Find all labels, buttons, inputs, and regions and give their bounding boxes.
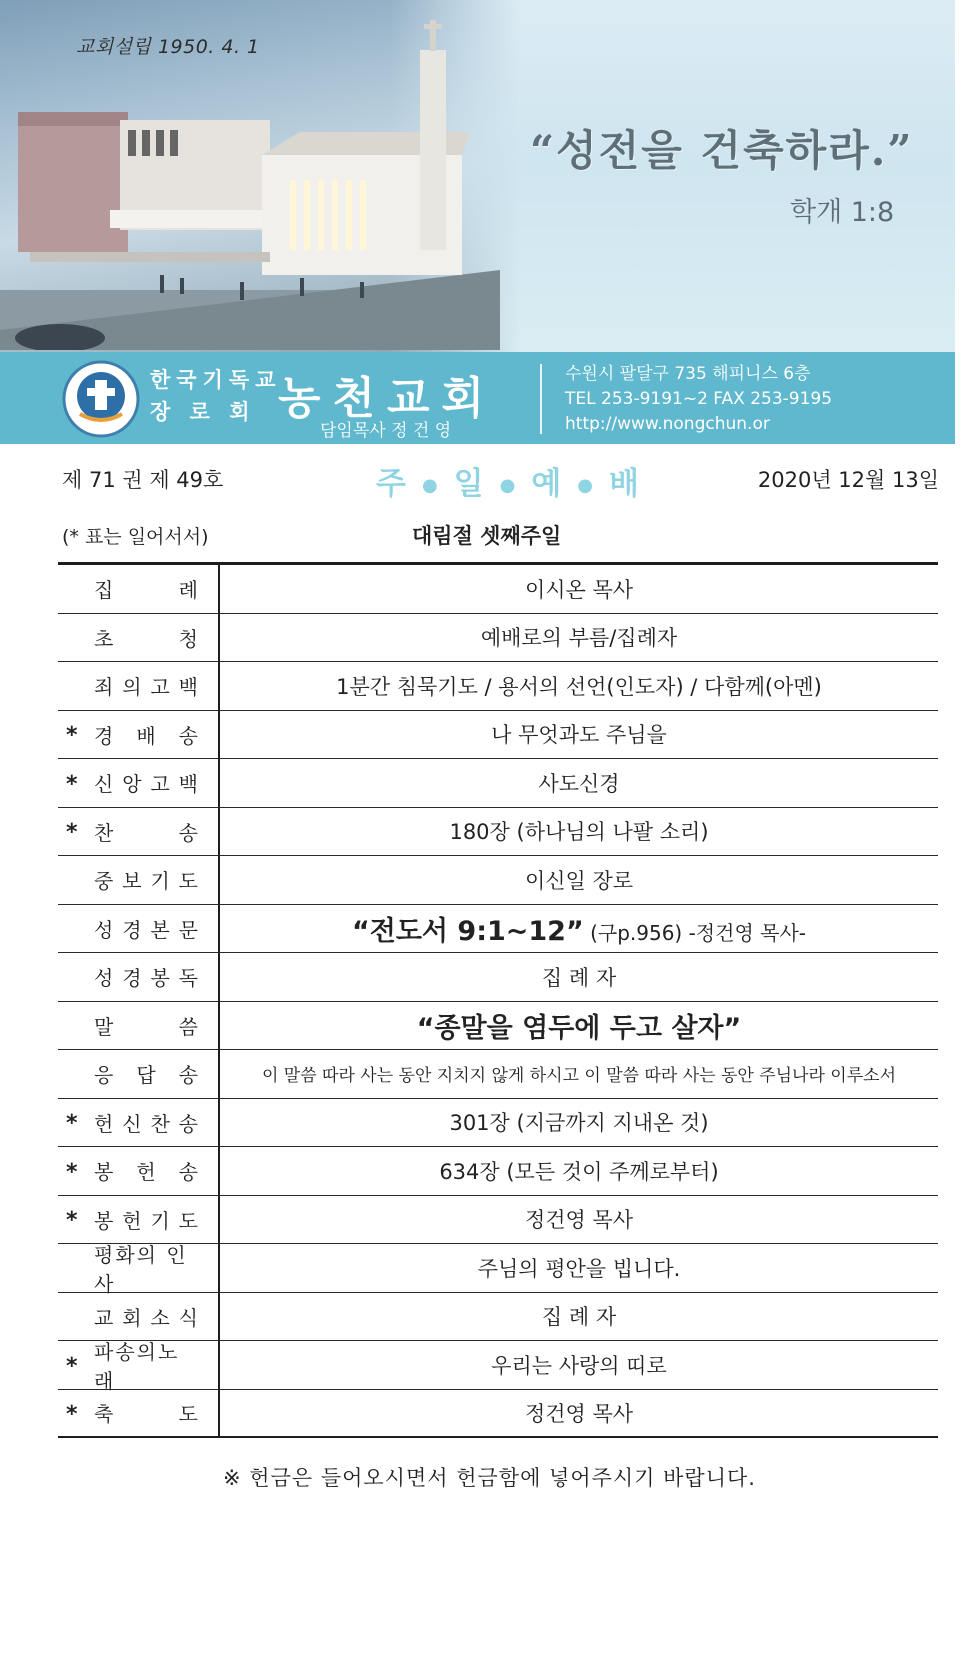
church-building-illustration <box>0 20 500 350</box>
senior-pastor: 담임목사 정 건 영 <box>320 421 452 441</box>
label-char: 백 <box>178 772 198 797</box>
label-char: 기 <box>150 869 170 894</box>
worship-row-label <box>58 711 220 759</box>
worship-row-label-text <box>94 1011 198 1040</box>
worship-row-content-text: 사도신경 <box>538 771 620 796</box>
label-char: 앙 <box>122 772 142 797</box>
worship-row-label-text <box>94 1302 198 1331</box>
label-char: 신 <box>122 1111 142 1136</box>
worship-row-label <box>58 565 220 613</box>
label-char: 씀 <box>178 1014 198 1039</box>
label-char: 회 <box>122 1305 142 1330</box>
label-char: 기 <box>150 1208 170 1233</box>
worship-row-content-text: 집 례 자 <box>541 965 617 990</box>
label-char: 신 <box>94 772 114 797</box>
label-char: 성 <box>94 917 114 942</box>
worship-row <box>58 1147 938 1196</box>
label-char: 송 <box>178 1063 198 1088</box>
label-char: 봉 <box>94 1208 114 1233</box>
contact-info <box>565 362 832 437</box>
standing-marker: * <box>66 723 78 748</box>
worship-row <box>58 1293 938 1342</box>
volume-issue: 제 71 권 제 49호 <box>62 468 224 492</box>
worship-row <box>58 953 938 1002</box>
worship-row-content-text: 나 무엇과도 주님을 <box>491 723 667 748</box>
standing-marker: * <box>66 771 78 797</box>
worship-row-label-text <box>94 768 198 797</box>
bulletin-date: 2020년 12월 13일 <box>757 468 939 492</box>
label-char: 봉 <box>150 966 170 991</box>
worship-row-label-text <box>94 1398 198 1427</box>
label-char: 경 <box>122 966 142 991</box>
denomination <box>150 364 281 428</box>
worship-row-label-text <box>94 1239 198 1297</box>
worship-row-label-text <box>94 1108 198 1137</box>
label-char: 송 <box>178 1160 198 1185</box>
worship-row <box>58 711 938 760</box>
worship-row-content <box>220 1061 938 1086</box>
label-char: 고 <box>150 675 170 700</box>
worship-row-label <box>58 856 220 904</box>
worship-row-content <box>220 1301 938 1331</box>
worship-row-label-text <box>94 1059 198 1088</box>
worship-row-label <box>58 1242 220 1296</box>
label-char: 례 <box>178 578 198 603</box>
info-divider <box>540 364 542 434</box>
label-char: 도 <box>178 1208 198 1233</box>
church-emblem-icon <box>62 360 140 438</box>
label-char: 경 <box>94 723 114 748</box>
worship-row <box>58 1050 938 1099</box>
label-char: 죄 <box>94 675 114 700</box>
service-title-char: 일 <box>453 466 486 502</box>
liturgical-sunday: 대림절 셋째주일 <box>412 524 562 548</box>
label-char: 축 <box>94 1402 114 1427</box>
label-char: 보 <box>122 869 142 894</box>
header-banner <box>0 0 955 352</box>
worship-row-content-text: 정건영 목사 <box>524 1208 634 1233</box>
label-char: 헌 <box>122 1208 142 1233</box>
label-char: 집 <box>94 578 114 603</box>
worship-row-content-text: 1분간 침묵기도 / 용서의 선언(인도자) / 다함께(아멘) <box>336 674 822 699</box>
label-char: 송 <box>178 1111 198 1136</box>
worship-row-content <box>220 719 938 749</box>
label-char: 말 <box>94 1014 114 1039</box>
church-name: 농천교회 <box>278 373 497 424</box>
worship-row-label <box>58 1390 220 1437</box>
service-title: 주 ● 일 ● 예 ● 배 <box>376 466 641 502</box>
worship-row <box>58 905 938 954</box>
label-char: 파송의노래 <box>94 1339 180 1393</box>
worship-row-label <box>58 1339 220 1393</box>
worship-row-content <box>220 1398 938 1428</box>
worship-row-label-text <box>94 914 198 943</box>
worship-row-label <box>58 1050 220 1098</box>
theme-quote: “성전을 건축하라.” <box>530 126 914 175</box>
label-char: 청 <box>178 626 198 651</box>
label-char: 의 <box>122 675 142 700</box>
worship-row <box>58 565 938 614</box>
worship-row <box>58 1242 938 1296</box>
worship-row-label <box>58 1099 220 1147</box>
worship-row <box>58 662 938 711</box>
worship-row-content-text: 180장 (하나님의 나팔 소리) <box>449 820 709 845</box>
worship-row-content <box>220 1204 938 1234</box>
worship-row-label-text <box>94 720 198 749</box>
theme-verse: 학개 1:8 <box>790 197 895 228</box>
service-title-char: 배 <box>609 466 641 502</box>
label-char: 찬 <box>150 1111 170 1136</box>
worship-row-label <box>58 614 220 662</box>
standing-marker: * <box>66 1208 78 1233</box>
worship-row-label-text <box>94 623 198 652</box>
worship-row-content-text: 예배로의 부름/집례자 <box>480 626 678 651</box>
label-char: 백 <box>178 675 198 700</box>
standing-marker: * <box>66 1353 78 1379</box>
worship-row-label-text <box>94 671 198 700</box>
worship-row-label <box>58 1293 220 1341</box>
standing-marker: * <box>66 820 78 845</box>
label-char: 중 <box>94 869 114 894</box>
service-title-char: 예 <box>531 466 564 502</box>
worship-row <box>58 614 938 663</box>
offering-note: ※ 헌금은 들어오시면서 헌금함에 넣어주시기 바랍니다. <box>223 1466 756 1490</box>
worship-row-content <box>220 962 938 992</box>
worship-row-label <box>58 1147 220 1195</box>
worship-row-content <box>220 909 938 948</box>
label-char: 소 <box>150 1305 170 1330</box>
standing-marker: * <box>66 1401 78 1427</box>
worship-row <box>58 1196 938 1245</box>
worship-row <box>58 1390 938 1439</box>
label-char: 평화의 인사 <box>94 1242 188 1296</box>
worship-row-content-text: “전도서 9:1~12” <box>352 915 584 947</box>
address: 수원시 팔달구 735 해피니스 6층 <box>565 364 811 384</box>
worship-row-content-text: 우리는 사랑의 띠로 <box>491 1353 667 1378</box>
worship-row-label-text <box>94 1156 198 1185</box>
label-char: 송 <box>178 723 198 748</box>
worship-row-content-text: 이시온 목사 <box>524 577 634 602</box>
worship-row-label <box>58 953 220 1001</box>
worship-row-label-text <box>94 1336 198 1394</box>
website-link[interactable]: http://www.nongchun.or <box>565 414 770 434</box>
worship-row-content-text: 정건영 목사 <box>524 1401 634 1426</box>
denomination-line-1: 한국기독교 <box>150 367 282 392</box>
label-char: 송 <box>178 820 198 845</box>
label-char: 문 <box>178 917 198 942</box>
worship-row-content <box>220 865 938 895</box>
label-char: 답 <box>136 1063 156 1088</box>
worship-row-label <box>58 662 220 710</box>
standing-note: (* 표는 일어서서) <box>62 526 209 548</box>
worship-row <box>58 1002 938 1051</box>
worship-row-content-text: 이신일 장로 <box>524 868 634 893</box>
worship-row-content-text: 634장 (모든 것이 주께로부터) <box>439 1159 719 1184</box>
worship-row-label <box>58 1196 220 1244</box>
worship-row-content <box>220 768 938 798</box>
worship-row-label-text <box>94 1205 198 1234</box>
label-char: 초 <box>94 626 114 651</box>
worship-row-content <box>220 1253 938 1283</box>
worship-row-content-text: 주님의 평안을 빕니다. <box>477 1256 681 1281</box>
worship-row-label-text <box>94 962 198 991</box>
worship-row-content-text: 집 례 자 <box>541 1305 617 1330</box>
worship-row-content-text: 301장 (지금까지 지내온 것) <box>449 1111 709 1136</box>
label-char: 찬 <box>94 820 114 845</box>
worship-row-content-subtext: (구p.956) -정건영 목사- <box>583 920 806 945</box>
label-char: 봉 <box>94 1160 114 1185</box>
label-char: 성 <box>94 966 114 991</box>
worship-row <box>58 759 938 808</box>
label-char: 경 <box>122 917 142 942</box>
label-char: 고 <box>150 772 170 797</box>
worship-row-content <box>220 816 938 846</box>
worship-row-content <box>220 574 938 604</box>
worship-row <box>58 856 938 905</box>
label-char: 교 <box>94 1305 114 1330</box>
label-char: 도 <box>178 1402 198 1427</box>
worship-row-label <box>58 759 220 807</box>
founded-date: 교회설립 1950. 4. 1 <box>76 36 260 58</box>
worship-row-content <box>220 1350 938 1380</box>
label-char: 배 <box>136 723 156 748</box>
label-char: 헌 <box>136 1160 156 1185</box>
worship-row-content <box>220 622 938 652</box>
label-char: 도 <box>178 869 198 894</box>
worship-row-content-text: 이 말씀 따라 사는 동안 지치지 않게 하시고 이 말씀 따라 사는 동안 주님나라 이루소서 <box>261 1066 896 1087</box>
phone-fax: TEL 253-9191~2 FAX 253-9195 <box>565 389 833 409</box>
worship-row-content <box>220 1006 938 1045</box>
worship-row <box>58 808 938 857</box>
worship-row-content <box>220 671 938 701</box>
label-char: 본 <box>150 917 170 942</box>
label-char: 헌 <box>94 1111 114 1136</box>
order-of-worship-table <box>58 562 938 1438</box>
service-title-char: 주 <box>376 466 408 502</box>
worship-row <box>58 1339 938 1393</box>
worship-row <box>58 1099 938 1148</box>
standing-marker: * <box>66 1111 78 1136</box>
worship-row-label-text <box>94 865 198 894</box>
worship-row-content-text: “종말을 염두에 두고 살자” <box>416 1012 742 1044</box>
label-char: 응 <box>94 1063 114 1088</box>
worship-row-label <box>58 905 220 953</box>
worship-row-label <box>58 808 220 856</box>
worship-row-content <box>220 1156 938 1186</box>
worship-row-content <box>220 1107 938 1137</box>
standing-marker: * <box>66 1159 78 1185</box>
label-char: 식 <box>178 1305 198 1330</box>
worship-row-label <box>58 1002 220 1050</box>
label-char: 독 <box>178 966 198 991</box>
worship-row-label-text <box>94 817 198 846</box>
worship-row-label-text <box>94 574 198 603</box>
denomination-line-2: 장 로 회 <box>150 399 256 424</box>
